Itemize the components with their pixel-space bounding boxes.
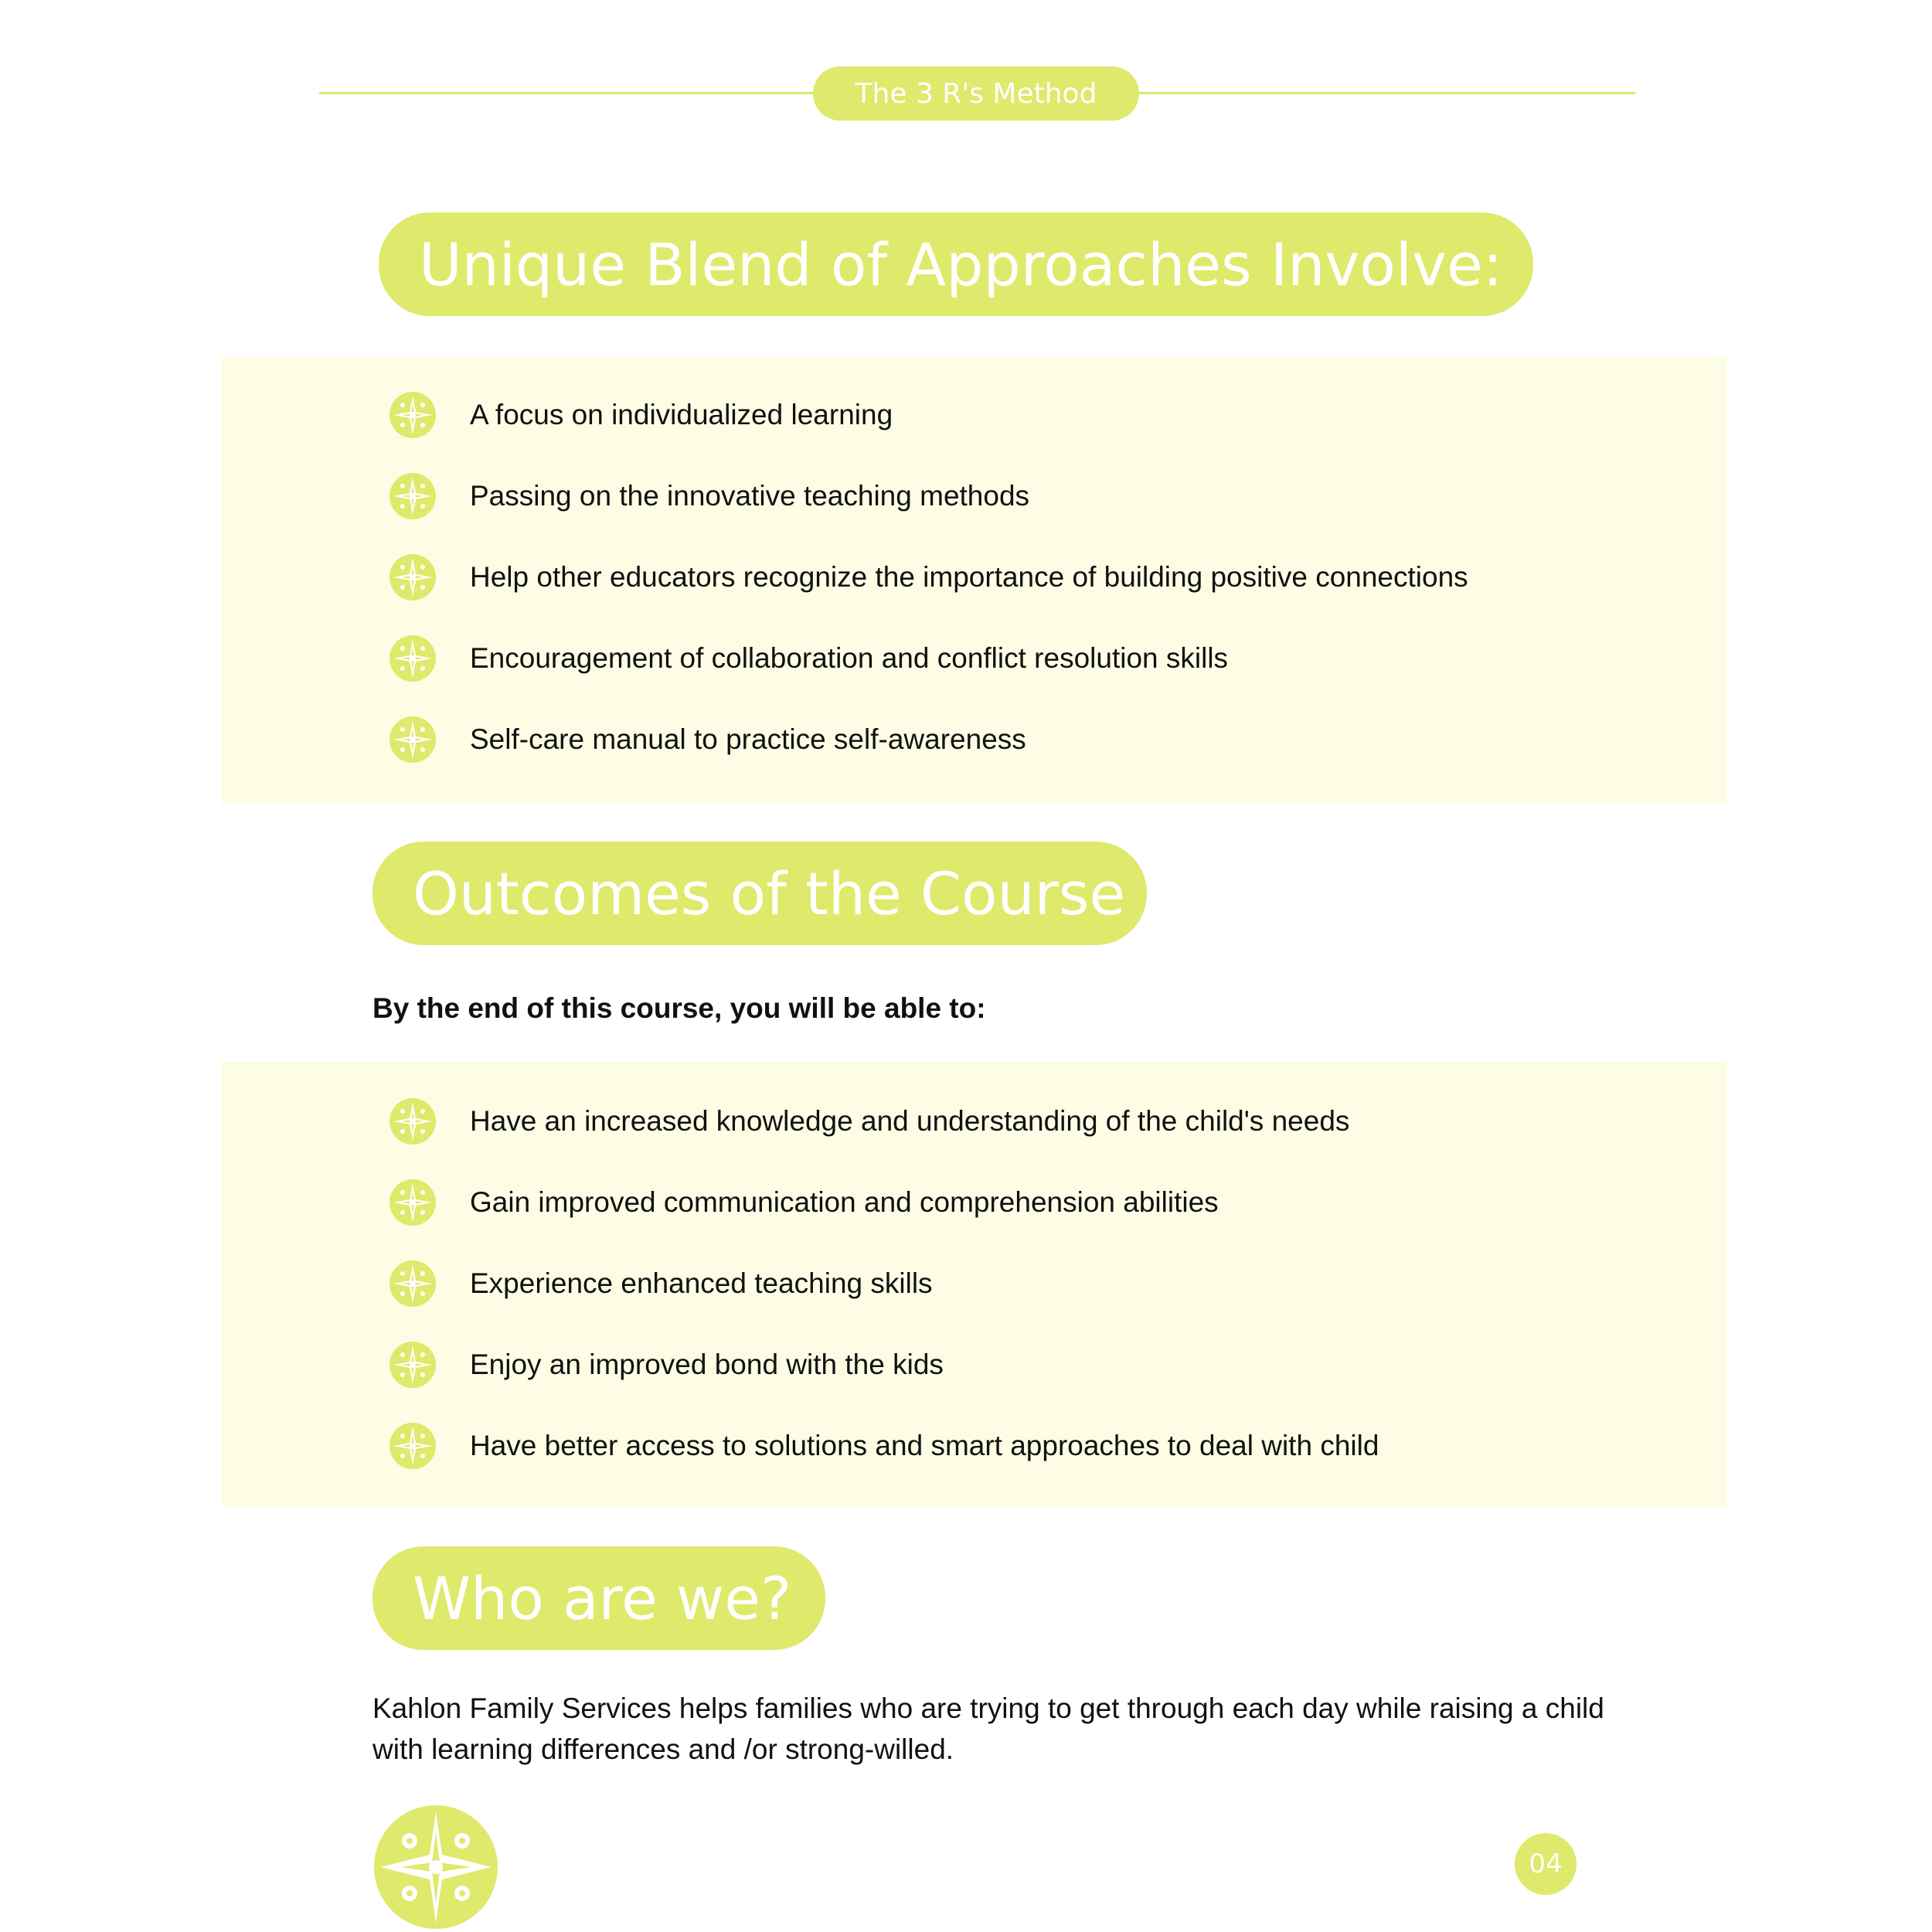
list-item	[389, 631, 1228, 685]
approaches-panel	[221, 357, 1726, 804]
compass-flower-icon	[389, 635, 436, 682]
list-item-text: Have better access to solutions and smart approaches to deal with child	[470, 1430, 1379, 1461]
header-label: The 3 R's Method	[813, 66, 1139, 121]
about-paragraph: Kahlon Family Services helps families who are trying to get through each day while raising a child with learning differences and /or strong-willed.	[372, 1692, 1604, 1765]
compass-flower-logo-icon	[374, 1805, 498, 1929]
compass-flower-icon	[389, 554, 436, 600]
list-item-text: Self-care manual to practice self-awareness	[470, 723, 1026, 755]
header-rule-right	[1139, 92, 1635, 94]
list-item-text: Encouragement of collaboration and conflict resolution skills	[470, 642, 1229, 674]
list-item-text: Gain improved communication and comprehension abilities	[470, 1186, 1219, 1218]
outcomes-intro: By the end of this course, you will be able to:	[372, 992, 986, 1024]
compass-flower-icon	[389, 392, 436, 438]
list-item	[389, 550, 1468, 604]
compass-flower-icon	[389, 1423, 436, 1469]
section-title-outcomes: Outcomes of the Course	[372, 842, 1147, 945]
list-item-text: Experience enhanced teaching skills	[470, 1267, 933, 1299]
compass-flower-icon	[389, 1260, 436, 1307]
compass-flower-icon	[389, 1342, 436, 1388]
section-title-approaches: Unique Blend of Approaches Involve:	[379, 213, 1533, 316]
section-title-who: Who are we?	[372, 1546, 825, 1650]
list-item	[389, 1338, 944, 1392]
list-item	[389, 388, 893, 442]
list-item-text: Have an increased knowledge and understanding of the child's needs	[470, 1105, 1350, 1137]
list-item	[389, 713, 1026, 767]
compass-flower-icon	[389, 1179, 436, 1226]
list-item-text: A focus on individualized learning	[470, 399, 893, 430]
compass-flower-icon	[389, 1098, 436, 1145]
list-item	[389, 1094, 1349, 1148]
page-number: 04	[1515, 1833, 1577, 1895]
list-item-text: Help other educators recognize the importance of building positive connections	[470, 561, 1468, 593]
list-item	[389, 1257, 933, 1311]
outcomes-panel	[221, 1062, 1726, 1507]
compass-flower-icon	[389, 473, 436, 519]
list-item	[389, 469, 1029, 523]
list-item-text: Passing on the innovative teaching methods	[470, 480, 1030, 512]
header-rule-left	[319, 92, 814, 94]
list-item	[389, 1175, 1219, 1230]
compass-flower-icon	[389, 716, 436, 763]
list-item-text: Enjoy an improved bond with the kids	[470, 1349, 944, 1380]
list-item	[389, 1419, 1379, 1473]
